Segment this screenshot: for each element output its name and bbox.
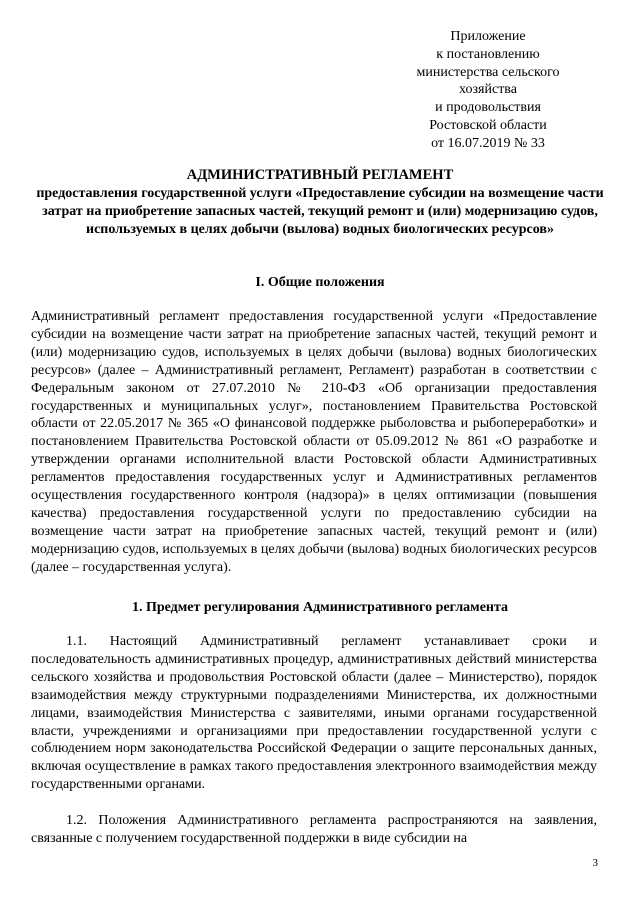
- approval-line: к постановлению: [436, 46, 540, 62]
- paragraph-1-2: 1.2. Положения Административного регламента распространяются на заявления, связанные с получением государственной поддержки в виде субсидии на: [31, 813, 597, 846]
- approval-block: [388, 28, 588, 153]
- approval-line: Приложение: [450, 29, 526, 44]
- document-title: АДМИНИСТРАТИВНЫЙ РЕГЛАМЕНТ: [186, 167, 454, 183]
- approval-line: министерства сельского: [416, 64, 560, 80]
- paragraph-1-1: 1.1. Настоящий Административный регламент устанавливает сроки и последовательность административных процедур, административных действий министерства сельского хозяйства и продовольствия Ростовской области (далее – Министерство), порядок взаимодействия между структурными подразделениями Министерства, их должностными лицами, взаимодействия Министерства с заявителями, иными органами государственной власти, учреждениями и организациями при предоставлении государственной услуги с соблюдением норм законодательства Российской Федерации о защите персональных данных, включая осуществление в рамках такого предоставления электронного взаимодействия между государственными органами.: [31, 634, 597, 793]
- approval-line: и продовольствия: [435, 100, 541, 116]
- intro-paragraph: Административный регламент предоставления государственной услуги «Предоставление субсидии на возмещение части затрат на приобретение запасных частей, текущий ремонт и (или) модернизацию судов, используемых в целях добычи (вылова) водных биологических ресурсов» (далее – Административный регламент, Регламент) разработан в соответствии с Федеральным законом от 27.07.2010 № 210-ФЗ «Об организации предоставления государственных и муниципальных услуг», постановлением Правительства Ростовской области от 22.05.2017 № 365 «О финансовой поддержке рыболовства и рыбопереработки» и постановлением Правительства Ростовской области от 05.09.2012 № 861 «О разработке и утверждении органами исполнительной власти Ростовской области Административных регламентов предоставления государственных услуг и Административных регламентов осуществления государственного контроля (надзора)» в целях оптимизации (повышения качества) предоставления государственной услуги по предоставлению субсидии на возмещение части затрат на приобретение запасных частей, текущий ремонт и (или) модернизацию судов, используемых в целях добычи (вылова) водных биологических ресурсов (далее – государственная услуга).: [31, 309, 597, 575]
- approval-line: Ростовской области: [429, 117, 547, 133]
- approval-line: хозяйства: [459, 82, 517, 98]
- section-heading-subject: 1. Предмет регулирования Административного регламента: [131, 600, 509, 615]
- page-number: 3: [592, 857, 598, 869]
- section-heading-general: I. Общие положения: [255, 275, 385, 290]
- document-subtitle: предоставления государственной услуги «Предоставление субсидии на возмещение части затрат на приобретение запасных частей, текущий ремонт и (или) модернизацию судов, используемых в целях добычи (вылова) водных биологических ресурсов»: [36, 186, 604, 237]
- approval-line: от 16.07.2019 № 33: [431, 135, 545, 151]
